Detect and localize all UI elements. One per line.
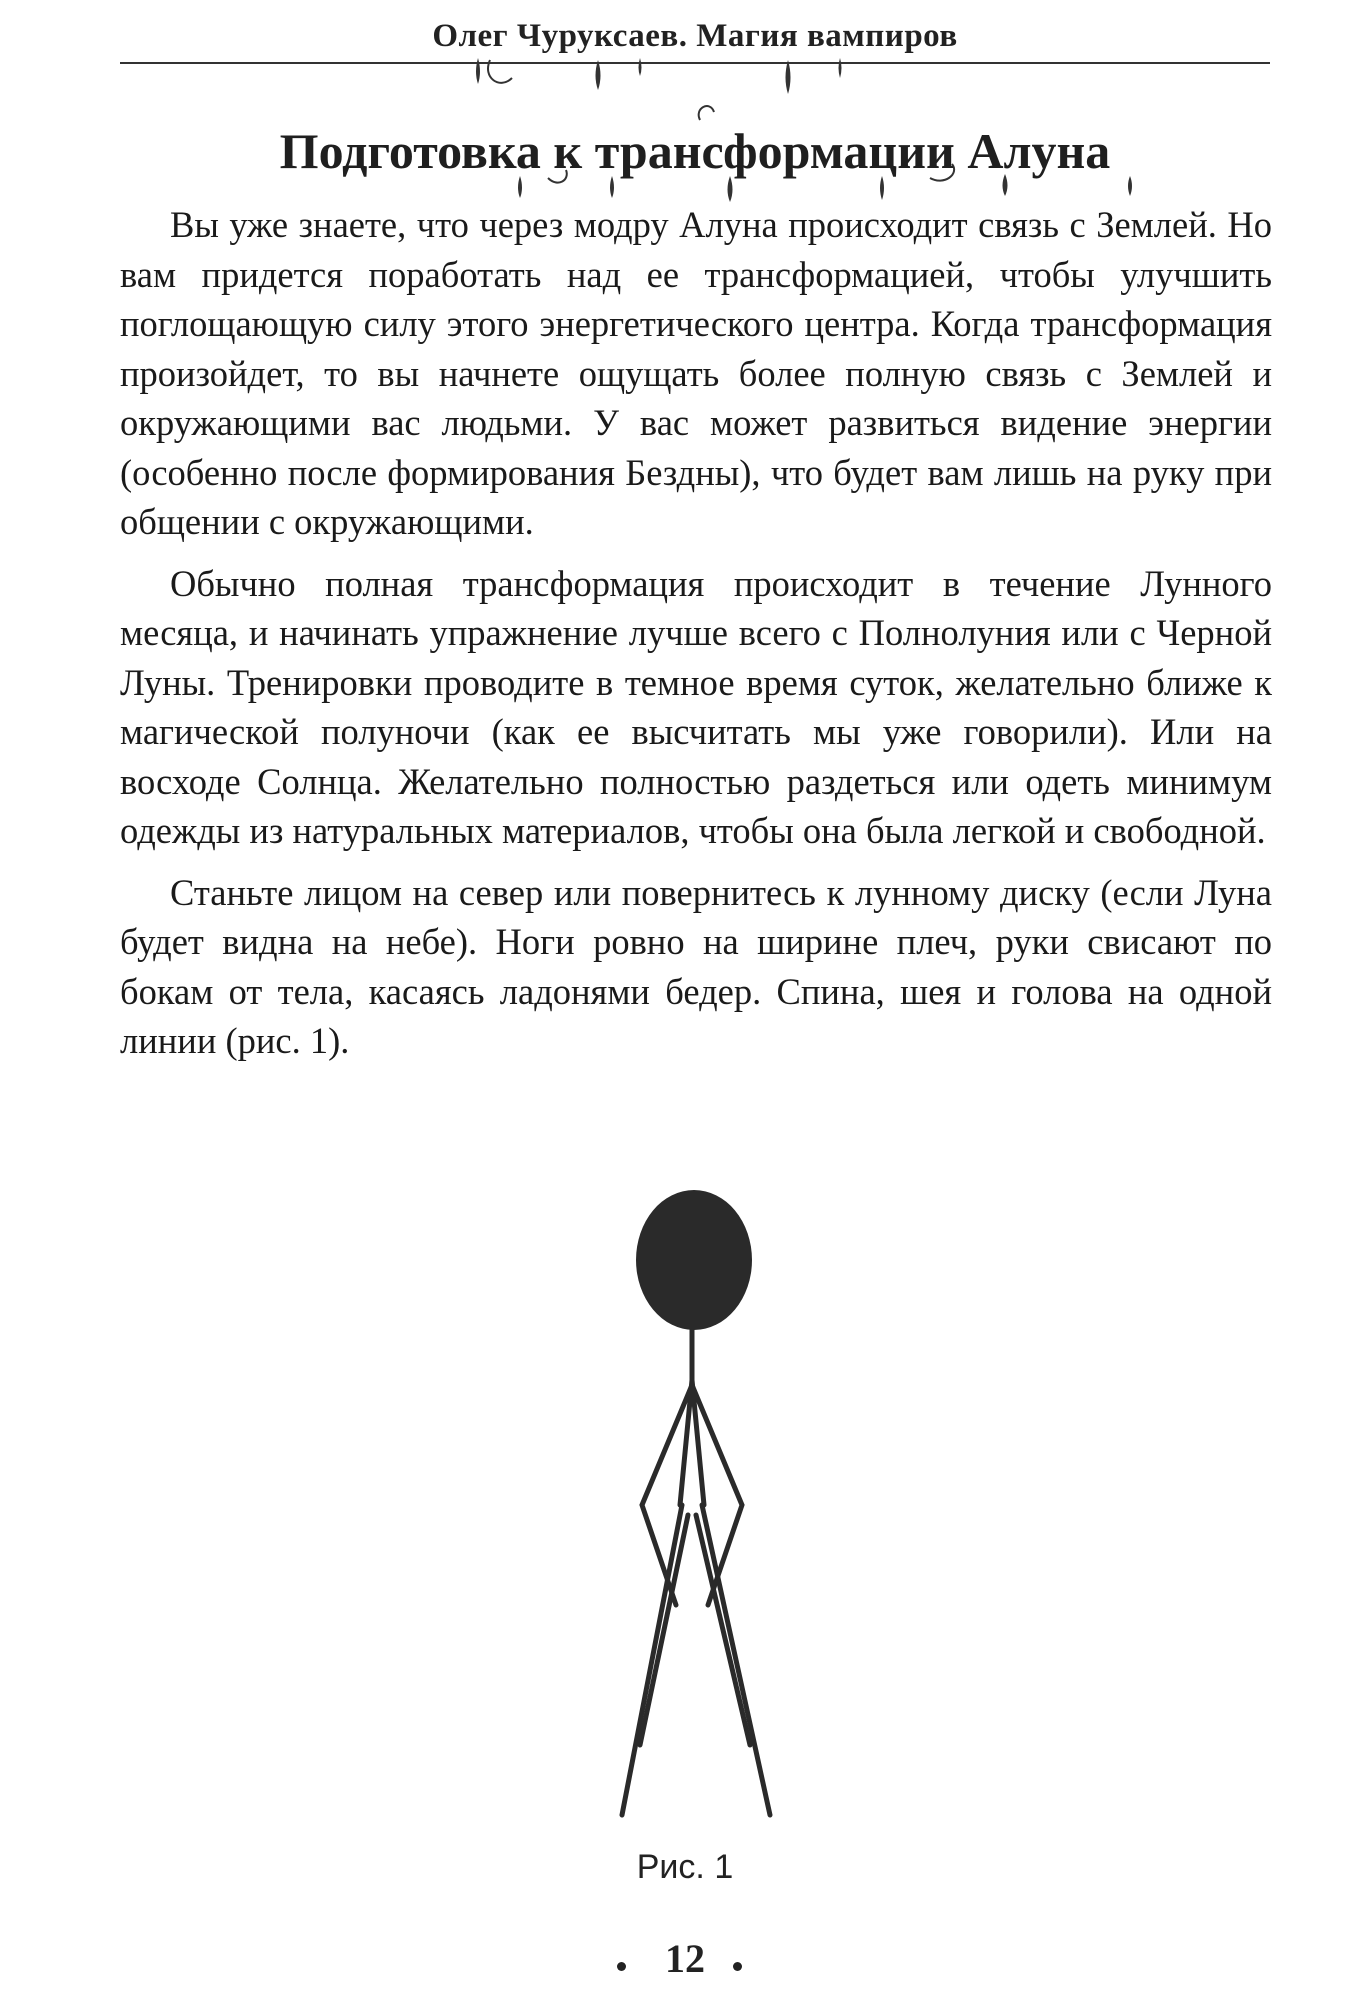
paragraph-3: Станьте лицом на север или повернитесь к лунному диску (если Луна будет видна на небе). Ноги ровно на ширине плеч, руки свисают по бокам от тела, касаясь ладонями бедер. Спина, шея и голова на одной линии (рис. 1). [120,871,1272,1061]
paragraph-1: Вы уже знаете, что через модру Алуна происходит связь с Землей. Но вам придется поработать над ее трансформацией, чтобы улучшить поглощающую силу этого энергетического центра. Когда трансформация произойдет, то вы начнете ощущать более полную связь с Землей и окружающими вас людьми. У вас может развиться видение энергии (особенно после формирования Бездны), что будет вам лишь на руку при общении с окружающими. [120,204,1272,542]
figure-right-leg [702,1505,770,1815]
figure-head [636,1190,752,1330]
figure-left-leg-inner [640,1515,688,1745]
chapter-title: Подготовка к трансформации Алуна [279,123,1111,179]
figure-right-leg-inner [696,1515,750,1745]
figure-left-leg [622,1505,682,1815]
page-number: 12 [665,1936,705,1981]
page-number-dot-right [733,1962,742,1971]
figure-caption: Рис. 1 [636,1848,734,1886]
stick-figure-illustration [580,1185,830,1825]
body-text [120,200,1272,1078]
running-head: Олег Чуруксаев. Магия вампиров [432,18,958,54]
decorative-drips [0,0,1348,220]
paragraph-2: Обычно полная трансформация происходит в течение Лунного месяца, и начинать упражнение лучше всего с Полнолуния или с Черной Луны. Тренировки проводите в темное время суток, желательно ближе к магической полуночи (как ее высчитать мы уже говорили). Или на восходе Солнца. Желательно полностью раздеться или одеть минимум одежды из натуральных материалов, чтобы она была легкой и свободной. [120,562,1272,851]
